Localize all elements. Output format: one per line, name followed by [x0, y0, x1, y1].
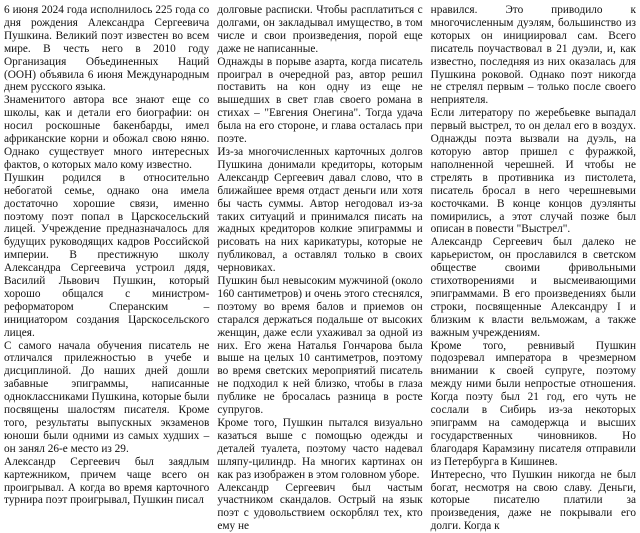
article-column-3: [430, 4, 636, 533]
paragraph: Александр Сергеевич был далеко не карьеристом, он прославился в светском обществе своими фривольными стихотворениями и высмеивающими эпиграммами. В его произведениях были строки, посвященные Александру I и близким к власти вельможам, а также важным учреждениям.: [430, 236, 636, 339]
paragraph: 6 июня 2024 года исполнилось 225 года со дня рождения Александра Сергеевича Пушкина. Великий поэт известен во всем мире. В честь него в 2010 году Организация Объединенных Наций (ООН) объявила 6 июня Международным днем русского языка.: [4, 4, 210, 94]
paragraph: Если литератору по жеребьевке выпадал первый выстрел, то он делал его в воздух. Однажды поэта вызвали на дуэль, на которую автор пришел с фуражкой, наполненной черешней. И чтобы не стрелять в противника из пистолета, писатель бросал в него черешневыми косточками. В конце концов дуэлянты помирились, а этот случай позже был описан в повести "Выстрел".: [430, 107, 636, 236]
article-column-2: [217, 4, 423, 533]
paragraph: Из-за многочисленных карточных долгов Пушкина донимали кредиторы, которым Александр Сергеевич давал слово, что в ближайшее время отдаст деньги или хотя бы часть суммы. Автор негодовал из-за таких ситуаций и принимался писать на жадных кредиторов колкие эпиграммы и рисовать на них карикатуры, которые не публиковал, а оставлял только в своих черновиках.: [217, 145, 423, 275]
paragraph: Интересно, что Пушкин никогда не был богат, несмотря на свою славу. Деньги, которые писателю платили за произведения, даже не покрывали его долги. Когда к: [430, 468, 636, 533]
paragraph: Александр Сергеевич был заядлым картежником, причем чаще всего он проигрывал. А когда во время карточного турнира поэт проигрывал, Пушкин писал: [4, 455, 210, 507]
article-column-1: [4, 4, 210, 507]
paragraph: нравился. Это приводило к многочисленным дуэлям, большинство из которых он инициировал сам. Всего писатель поучаствовал в 21 дуэли, и, как известно, последняя из них оказалась для Пушкина роковой. Однако поэт никогда не стрелял первым – только после своего неприятеля.: [430, 4, 636, 107]
paragraph: Кроме того, Пушкин пытался визуально казаться выше с помощью одежды и деталей туалета, поэтому часто надевал шляпу-цилиндр. На многих картинах он как раз изображен в этом головном уборе.: [217, 417, 423, 481]
paragraph: долговые расписки. Чтобы расплатиться с долгами, он закладывал имущество, в том числе и свои произведения, порой еще даже не написанные.: [217, 4, 423, 55]
paragraph: Пушкин был невысоким мужчиной (около 160 сантиметров) и очень этого стеснялся, поэтому во время балов и приемов он старался держаться подальше от высоких женщин, даже если ухаживал за одной из них. Его жена Наталья Гончарова была выше на целых 10 сантиметров, поэтому во время светских мероприятий писатель не подходил к ней близко, чтобы в глаза публике не бросалась разница в росте супругов.: [217, 275, 423, 417]
paragraph: Пушкин родился в относительно небогатой семье, однако она имела достаточно хорошие связи, именно поэтому поэт попал в Царскосельский лицей. Учреждение предназначалось для будущих руководящих кадров Российской империи. В престижную школу Александра Сергеевича устроил дядя, Василий Львович Пушкин, который хорошо общался с министром-реформатором Сперанским – инициатором создания Царскосельского лицея.: [4, 171, 210, 339]
paragraph: С самого начала обучения писатель не отличался прилежностью в учебе и дисциплиной. До наших дней дошли забавные эпиграммы, написанные одноклассниками Пушкина, которые были посвящены шалостям писателя. Кроме того, результаты выпускных экзаменов юноши были одними из самых худших – он занял 26-е место из 29.: [4, 339, 210, 455]
paragraph: Знаменитого автора все знают еще со школы, как и детали его биографии: он носил роскошные бакенбарды, имел африканские корни и обожал свою няню. Однако существует много интересных фактов, о которых мало кому известно.: [4, 94, 210, 171]
paragraph: Кроме того, ревнивый Пушкин подозревал императора в чрезмерном внимании к своей супруге, поэтому между ними были непростые отношения. Когда поэту был 21 год, его чуть не сослали в Сибирь из-за некоторых эпиграмм на самодержца и высших государственных чиновников. Но благодаря Карамзину писателя отправили из Петербурга в Кишинев.: [430, 339, 636, 468]
paragraph: Однажды в порыве азарта, когда писатель проиграл в очередной раз, автор решил поставить на кон одну из еще не вышедших в свет глав своего романа в стихах – "Евгения Онегина". Тогда удача была на его стороне, и глава осталась при поэте.: [217, 55, 423, 146]
paragraph: Александр Сергеевич был частым участником скандалов. Острый на язык поэт с удовольствием оскорблял тех, кто ему не: [217, 481, 423, 533]
